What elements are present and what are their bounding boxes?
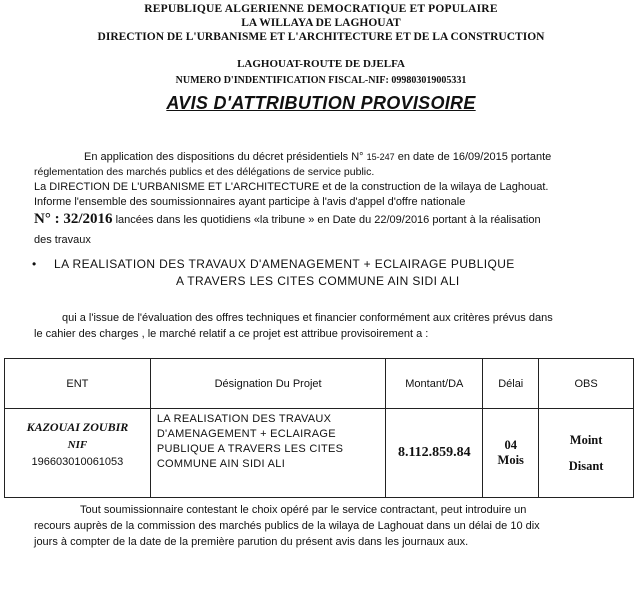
obs-line-2: Disant	[568, 459, 604, 473]
intro-line-5: N° : 32/2016 lancées dans les quotidiens «la tribune » en Date du 22/09/2016 portant à la réalisation	[34, 211, 541, 227]
designation-line-4: COMMUNE AIN SIDI ALI	[156, 458, 286, 470]
project-bullet: •	[32, 257, 37, 271]
designation-line-3: PUBLIQUE A TRAVERS LES CITES	[156, 443, 344, 455]
delai-unit: Mois	[497, 453, 524, 467]
table-header-row	[5, 359, 634, 409]
intro-line-2: réglementation des marchés publics et des délégations de service public.	[34, 166, 375, 178]
cell-ent	[5, 409, 151, 498]
header-direction: DIRECTION DE L'URBANISME ET L'ARCHITECTURE ET DE LA CONSTRUCTION	[97, 31, 545, 43]
header-republic: REPUBLIQUE ALGERIENNE DEMOCRATIQUE ET POPULAIRE	[144, 3, 498, 15]
issue-line-2: le cahier des charges , le marché relatif a ce projet est attribue provisoirement a :	[34, 328, 429, 340]
intro-line-3: La DIRECTION DE L'URBANISME ET L'ARCHITECTURE et de la construction de la wilaya de Laghouat.	[34, 181, 549, 193]
header-willaya: LA WILLAYA DE LAGHOUAT	[241, 17, 401, 29]
intro-line-1: En application des dispositions du décret présidentiels N° 15-247 en date de 16/09/2015 portante	[84, 151, 552, 163]
obs-line-1: Moint	[569, 433, 603, 447]
table-row	[5, 409, 634, 498]
cell-delai	[483, 409, 539, 498]
cell-obs	[539, 409, 634, 498]
col-obs: OBS	[539, 359, 634, 409]
delai-number: 04	[504, 438, 517, 452]
designation-line-2: D'AMENAGEMENT + ECLAIRAGE	[156, 428, 336, 440]
ent-nif-value: 196603010061053	[31, 456, 124, 468]
header-nif: NUMERO D'INDENTIFICATION FISCAL-NIF: 099803019005331	[175, 75, 467, 86]
project-line-1: LA REALISATION DES TRAVAUX D'AMENAGEMENT + ECLAIRAGE PUBLIQUE	[54, 257, 515, 271]
ent-name: KAZOUAI ZOUBIR	[26, 420, 129, 434]
col-ent: ENT	[5, 359, 151, 409]
col-montant: Montant/DA	[386, 359, 483, 409]
cell-montant: 8.112.859.84	[386, 409, 483, 498]
closing-line-3: jours à compter de la date de la première parution du présent avis dans les journaux aux.	[34, 536, 469, 548]
header-address: LAGHOUAT-ROUTE DE DJELFA	[237, 58, 405, 70]
cell-designation	[150, 409, 386, 498]
attribution-table	[4, 358, 634, 498]
intro-line-4: Informe l'ensemble des soumissionnaires ayant participe à l'avis d'appel d'offre nationale	[34, 196, 466, 208]
closing-line-2: recours auprès de la commission des marchés publics de la wilaya de Laghouat dans un délai de 10 dix	[34, 520, 540, 532]
project-line-2: A TRAVERS LES CITES COMMUNE AIN SIDI ALI	[176, 274, 460, 288]
ent-nif-label: NIF	[67, 439, 88, 451]
closing-line-1: Tout soumissionnaire contestant le choix opéré par le service contractant, peut introduire un	[80, 504, 527, 516]
col-delai: Délai	[483, 359, 539, 409]
intro-line-6: des travaux	[34, 234, 91, 246]
issue-line-1: qui a l'issue de l'évaluation des offres techniques et financier conformément aux critères prévus dans	[62, 312, 553, 324]
designation-line-1: LA REALISATION DES TRAVAUX	[156, 413, 332, 425]
col-designation: Désignation Du Projet	[150, 359, 386, 409]
notice-title: AVIS D'ATTRIBUTION PROVISOIRE	[166, 93, 476, 113]
